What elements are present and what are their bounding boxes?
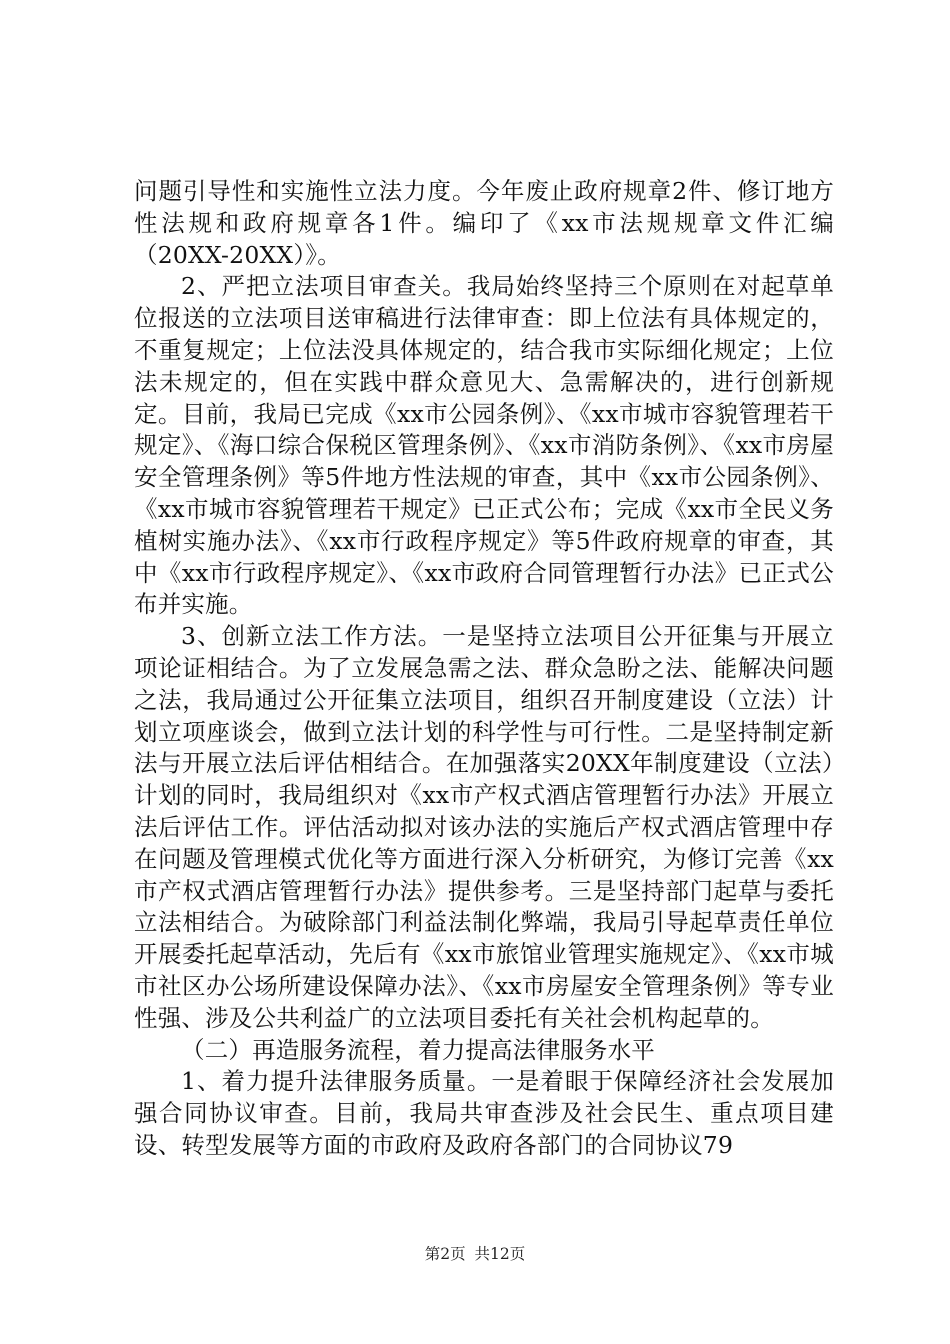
paragraph-legal-service-quality: 1、着力提升法律服务质量。一是着眼于保障经济社会发展加强合同协议审查。目前，我局共审查涉及社会民生、重点项目建设、转型发展等方面的市政府及政府各部门的合同协议79 bbox=[134, 1067, 834, 1159]
page-number: 第2页 bbox=[424, 1245, 466, 1263]
document-body bbox=[134, 176, 834, 1162]
paragraph-legislative-review: 2、严把立法项目审查关。我局始终坚持三个原则在对起草单位报送的立法项目送审稿进行法律审查：即上位法有具体规定的，不重复规定；上位法没具体规定的，结合我市实际细化规定；上位法未规定的，但在实践中群众意见大、急需解决的，进行创新规定。目前，我局已完成《xx市公园条例》、《xx市城市容貌管理若干规定》、《海口综合保税区管理条例》、《xx市消防条例》、《xx市房屋安全管理条例》等5件地方性法规的审查，其中《xx市公园条例》、《xx市城市容貌管理若干规定》已正式公布；完成《xx市全民义务植树实施办法》、《xx市行政程序规定》等5件政府规章的审查，其中《xx市行政程序规定》、《xx市政府合同管理暂行办法》已正式公布并实施。 bbox=[134, 272, 834, 619]
total-pages: 共12页 bbox=[474, 1245, 526, 1263]
section-heading-legal-services: （二）再造服务流程，着力提高法律服务水平 bbox=[181, 1035, 655, 1064]
page-footer bbox=[0, 1242, 950, 1264]
paragraph-continuation: 问题引导性和实施性立法力度。今年废止政府规章2件、修订地方性法规和政府规章各1件。编印了《xx市法规规章文件汇编（20XX-20XX）》。 bbox=[134, 177, 834, 269]
paragraph-legislative-methods: 3、创新立法工作方法。一是坚持立法项目公开征集与开展立项论证相结合。为了立发展急需之法、群众急盼之法、能解决问题之法，我局通过公开征集立法项目，组织召开制度建设（立法）计划立项座谈会，做到立法计划的科学性与可行性。二是坚持制定新法与开展立法后评估相结合。在加强落实20XX年制度建设（立法）计划的同时，我局组织对《xx市产权式酒店管理暂行办法》开展立法后评估工作。评估活动拟对该办法的实施后产权式酒店管理中存在问题及管理模式优化等方面进行深入分析研究，为修订完善《xx市产权式酒店管理暂行办法》提供参考。三是坚持部门起草与委托立法相结合。为破除部门利益法制化弊端，我局引导起草责任单位开展委托起草活动，先后有《xx市旅馆业管理实施规定》、《xx市城市社区办公场所建设保障办法》、《xx市房屋安全管理条例》等专业性强、涉及公共利益广的立法项目委托有关社会机构起草的。 bbox=[134, 622, 834, 1032]
